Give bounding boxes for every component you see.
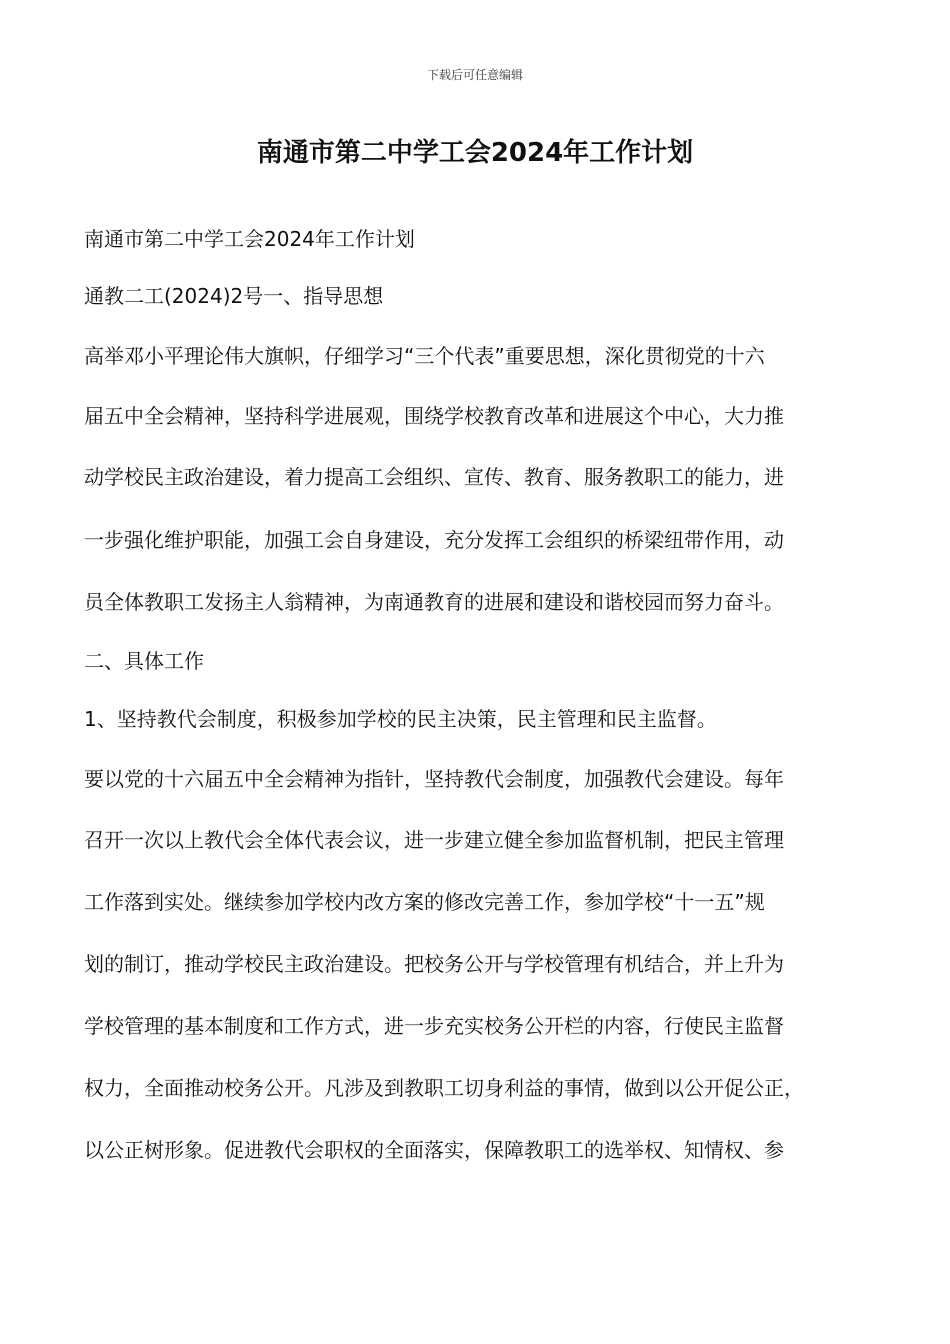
paragraph-line: 以公正树形象。促进教代会职权的全面落实，保障教职工的选举权、知情权、参 [84,1138,784,1162]
paragraph-line: 工作落到实处。继续参加学校内改方案的修改完善工作，参加学校“十一五”规 [84,890,765,914]
paragraph-line: 动学校民主政治建设，着力提高工会组织、宣传、教育、服务教职工的能力，进 [84,465,784,489]
paragraph-line: 要以党的十六届五中全会精神为指针，坚持教代会制度，加强教代会建设。每年 [84,767,784,791]
paragraph-line: 高举邓小平理论伟大旗帜，仔细学习“三个代表”重要思想，深化贯彻党的十六 [84,344,765,368]
paragraph-line: 权力，全面推动校务公开。凡涉及到教职工切身利益的事情，做到以公开促公正， [84,1076,804,1100]
document-title: 南通市第二中学工会2024年工作计划 [256,138,694,168]
paragraph-line: 划的制订，推动学校民主政治建设。把校务公开与学校管理有机结合，并上升为 [84,952,784,976]
paragraph-line: 一步强化维护职能，加强工会自身建设，充分发挥工会组织的桥梁纽带作用，动 [84,528,784,552]
paragraph-line: 学校管理的基本制度和工作方式，进一步充实校务公开栏的内容，行使民主监督 [84,1014,784,1038]
subsection-heading: 1、坚持教代会制度，积极参加学校的民主决策，民主管理和民主监督。 [84,707,717,731]
section-heading: 二、具体工作 [84,649,204,673]
subtitle-line: 南通市第二中学工会2024年工作计划 [84,227,415,251]
paragraph-line: 召开一次以上教代会全体代表会议，进一步建立健全参加监督机制，把民主管理 [84,828,784,852]
header-note: 下载后可任意编辑 [426,68,523,82]
paragraph-line: 员全体教职工发扬主人翁精神，为南通教育的进展和建设和谐校园而努力奋斗。 [84,590,784,614]
document-number-line: 通教二工(2024)2号一、指导思想 [84,284,384,308]
paragraph-line: 届五中全会精神，坚持科学进展观，围绕学校教育改革和进展这个中心，大力推 [84,404,784,428]
